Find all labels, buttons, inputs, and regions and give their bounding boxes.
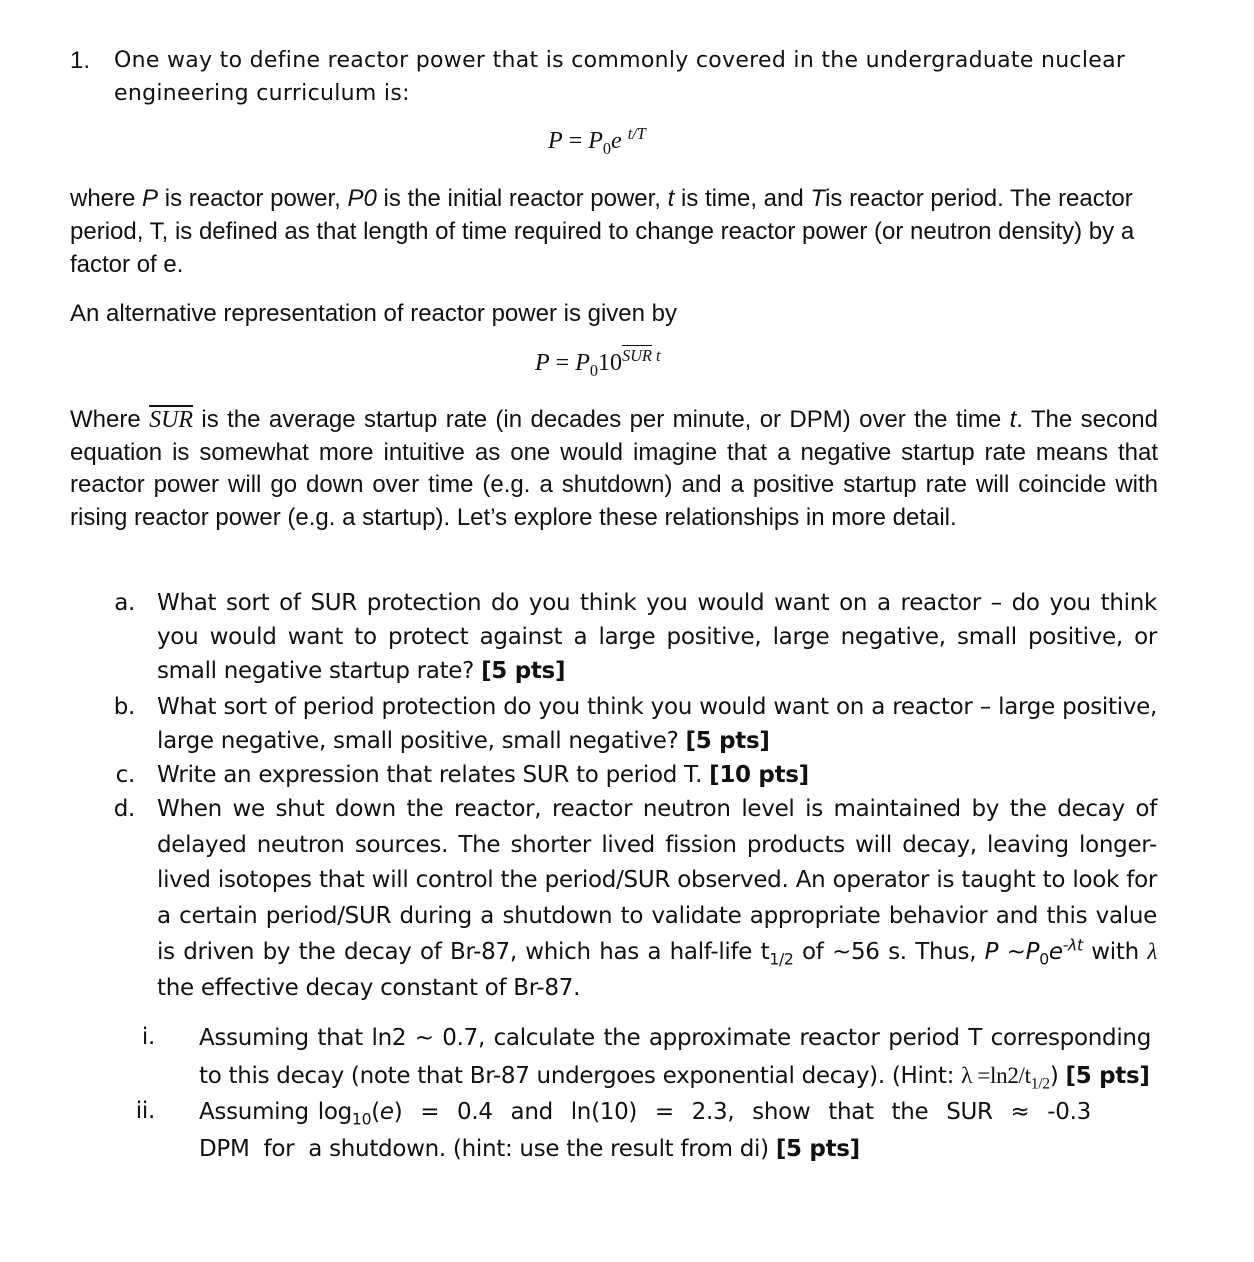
eq2-t: t — [651, 346, 661, 365]
paragraph-sur-explanation — [70, 404, 1158, 534]
eq2-equals: = — [549, 350, 576, 376]
part-d-p0-sub: 0 — [1039, 949, 1049, 969]
para3-text: . The second equation is somewhat more intuitive as one would imagine that a negative startup rate means that reactor power will go down over time (e.g. a shutdown) and a positive startup rate will coincide with rising reactor power (e.g. a startup). Let’s explore these relationships in more detail. — [70, 406, 1158, 531]
part-c-label: c. — [115, 762, 135, 788]
subpart-i-points: [5 pts] — [1065, 1063, 1150, 1089]
subpart-i-hint-sub: 1/2 — [1030, 1075, 1050, 1093]
part-b-text — [157, 690, 1157, 758]
part-a — [0, 586, 1254, 688]
subpart-ii-text-2: ( — [371, 1099, 380, 1125]
part-b-points: [5 pts] — [685, 728, 770, 754]
subpart-ii-label: ii. — [135, 1098, 155, 1124]
eq2-p0: P — [575, 350, 590, 376]
part-b-label: b. — [113, 694, 135, 720]
problem-intro — [114, 44, 1174, 110]
eq2-lhs: P — [535, 350, 550, 376]
part-d-var-p: P — [984, 939, 999, 965]
subpart-i-hint: λ =ln2/t — [961, 1063, 1031, 1088]
subpart-ii-var-e: e — [379, 1099, 394, 1125]
subpart-i-text — [199, 1020, 1151, 1095]
part-b-question: What sort of period protection do you think you would want on a reactor – large positive, large negative, small positive, small negative? — [157, 694, 1157, 754]
para3-text: Where — [70, 406, 150, 433]
equation-exponential-period — [548, 124, 646, 158]
paragraph-definitions — [70, 182, 1160, 281]
eq1-exponent: t/T — [627, 124, 646, 143]
problem-number: 1. — [70, 47, 91, 74]
eq2-p0-sub: 0 — [589, 360, 599, 380]
part-a-text — [157, 586, 1157, 688]
part-d-exponent: -λt — [1062, 935, 1083, 955]
para1-var-T: T — [810, 185, 826, 212]
part-a-question: What sort of SUR protection do you think you would want on a reactor – do you think you would want to protect against a large positive, large negative, small positive, or small negative startup rate? — [157, 590, 1157, 684]
subpart-ii-text-1: Assuming log — [199, 1099, 352, 1125]
part-d-text-3: with — [1082, 939, 1148, 965]
part-d-label: d. — [113, 796, 135, 822]
part-c-question: Write an expression that relates SUR to period T. — [157, 762, 710, 788]
para1-text: is reactor period. The reactor period, T, is defined as that length of time required to change reactor power (or neutron density) by a factor of e. — [70, 185, 1135, 278]
part-c-text — [157, 758, 1157, 792]
subpart-ii — [0, 1094, 1254, 1168]
intro-line-2: engineering curriculum is: — [114, 81, 410, 106]
intro-line-1: One way to define reactor power that is commonly covered in the undergraduate nuclear — [114, 48, 1126, 73]
part-d-approx: ~ — [998, 939, 1026, 965]
subpart-ii-points: [5 pts] — [775, 1136, 860, 1162]
subpart-ii-text — [199, 1094, 1106, 1168]
part-d-var-e: e — [1048, 939, 1063, 965]
para1-var-p0: P0 — [347, 185, 377, 212]
part-d — [0, 792, 1254, 1006]
subpart-ii-log-sub: 10 — [351, 1109, 372, 1129]
part-c — [0, 758, 1254, 792]
part-d-var-p0: P — [1025, 939, 1040, 965]
equation-startup-rate — [535, 346, 661, 380]
part-d-lambda: λ — [1147, 939, 1157, 964]
subpart-i-label: i. — [141, 1024, 155, 1050]
para1-text: is the initial reactor power, — [376, 185, 668, 212]
para1-text: is time, and — [674, 185, 811, 212]
subpart-i-hint-close: ) — [1049, 1063, 1066, 1089]
part-d-text-1: When we shut down the reactor, reactor neutron level is maintained by the decay of delayed neutron sources. The shorter lived fission products will decay, leaving longer- lived isotopes that will control the period/SUR observed. An operator is taught to look for a certain period/SUR during a shutdown to validate appropriate behavior and this value is driven by the decay of Br-87, which has a half-life t — [157, 796, 1157, 965]
eq1-equals: = — [562, 128, 589, 154]
subpart-i — [0, 1020, 1254, 1095]
part-d-half-sub: 1/2 — [769, 949, 794, 969]
eq1-lhs: P — [548, 128, 563, 154]
part-d-text-2: of ~56 s. Thus, — [793, 939, 985, 965]
eq1-p0: P — [588, 128, 603, 154]
para3-text: is the average startup rate (in decades per minute, or DPM) over the time — [193, 406, 1010, 433]
eq1-e: e — [611, 128, 622, 154]
paragraph-alternative: An alternative representation of reactor power is given by — [70, 300, 677, 327]
para1-text: is reactor power, — [158, 185, 348, 212]
para1-var-t: t — [667, 185, 675, 212]
part-c-points: [10 pts] — [709, 762, 809, 788]
subpart-i-question: Assuming that ln2 ~ 0.7, calculate the approximate reactor period T corresponding to this decay (note that Br-87 undergoes exponential decay). (Hint: — [199, 1025, 1151, 1089]
para3-var-sur: $\overline{SUR}$ — [149, 407, 194, 433]
para3-var-t: t — [1009, 406, 1017, 433]
part-b — [0, 690, 1254, 758]
para1-var-p: P — [142, 185, 159, 212]
para1-text: where — [70, 185, 143, 212]
eq2-base: 10 — [598, 350, 623, 376]
subpart-ii-text-3: ) = 0.4 and ln(10) = 2.3, show that the SUR ≈ -0.3 DPM for a shutdown. (hint: use the result from di) — [199, 1099, 1106, 1162]
part-d-text — [157, 792, 1157, 1006]
part-a-label: a. — [114, 590, 135, 616]
part-d-text-4: the effective decay constant of Br-87. — [157, 974, 581, 1001]
eq1-p0-sub: 0 — [602, 138, 612, 158]
part-a-points: [5 pts] — [481, 658, 566, 684]
eq2-sur: $\overline{SUR}$ — [622, 346, 652, 365]
